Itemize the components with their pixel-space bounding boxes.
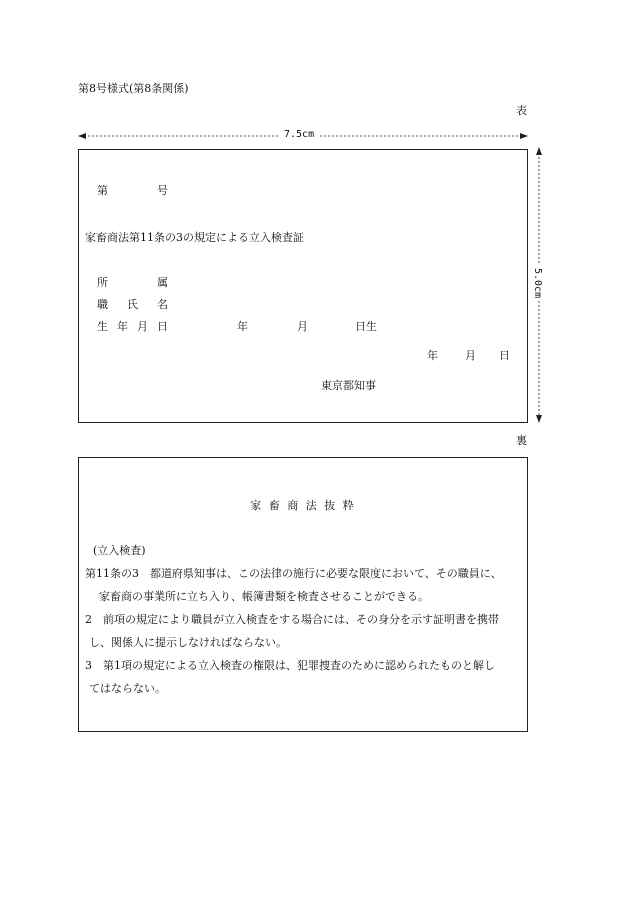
paragraph-3-line-2: てはならない。 — [89, 682, 166, 695]
form-label: 第8号様式(第8条関係) — [78, 82, 189, 95]
paragraph-3-line-1: 3 第1項の規定による立入検査の権限は、犯罪捜査のために認められたものと解し — [85, 659, 495, 672]
article-11-3-line-1: 第11条の3 都道府県知事は、この法律の施行に必要な限度において、その職員に、 — [85, 567, 502, 580]
name-label-1: 職 — [97, 298, 108, 311]
number-suffix: 号 — [157, 184, 168, 197]
front-card — [78, 149, 528, 423]
affiliation-label-1: 所 — [97, 276, 108, 289]
affiliation-label-2: 属 — [157, 276, 168, 289]
front-label: 表 — [516, 104, 527, 117]
name-label-3: 名 — [157, 298, 168, 311]
birth-label-4: 日 — [157, 320, 168, 333]
birth-label-2: 年 — [117, 320, 128, 333]
width-dimension-label: 7.5cm — [280, 129, 318, 140]
birth-month: 月 — [297, 320, 308, 333]
birth-label-1: 生 — [97, 320, 108, 333]
birth-label-3: 月 — [137, 320, 148, 333]
height-dimension-label: 5.0cm — [532, 265, 543, 301]
certificate-title: 家畜商法第11条の3の規定による立入検査証 — [85, 231, 304, 244]
back-label: 裏 — [516, 434, 527, 447]
number-prefix: 第 — [97, 184, 108, 197]
paragraph-2-line-2: し、関係人に提示しなければならない。 — [89, 636, 287, 649]
birth-day-suffix: 日生 — [355, 320, 377, 333]
issuer: 東京都知事 — [321, 379, 376, 392]
issue-month: 月 — [465, 349, 476, 362]
birth-year: 年 — [237, 320, 248, 333]
name-label-2: 氏 — [127, 298, 138, 311]
issue-year: 年 — [427, 349, 438, 362]
paragraph-2-line-1: 2 前項の規定により職員が立入検査をする場合には、その身分を示す証明書を携帯 — [85, 613, 499, 626]
article-11-3-line-2: 家畜商の事業所に立ち入り、帳簿書類を検査させることができる。 — [99, 590, 429, 603]
back-title: 家 畜 商 法 抜 粋 — [250, 499, 356, 512]
section-heading: (立入検査) — [93, 544, 146, 557]
issue-day: 日 — [499, 349, 510, 362]
back-card — [78, 457, 528, 732]
